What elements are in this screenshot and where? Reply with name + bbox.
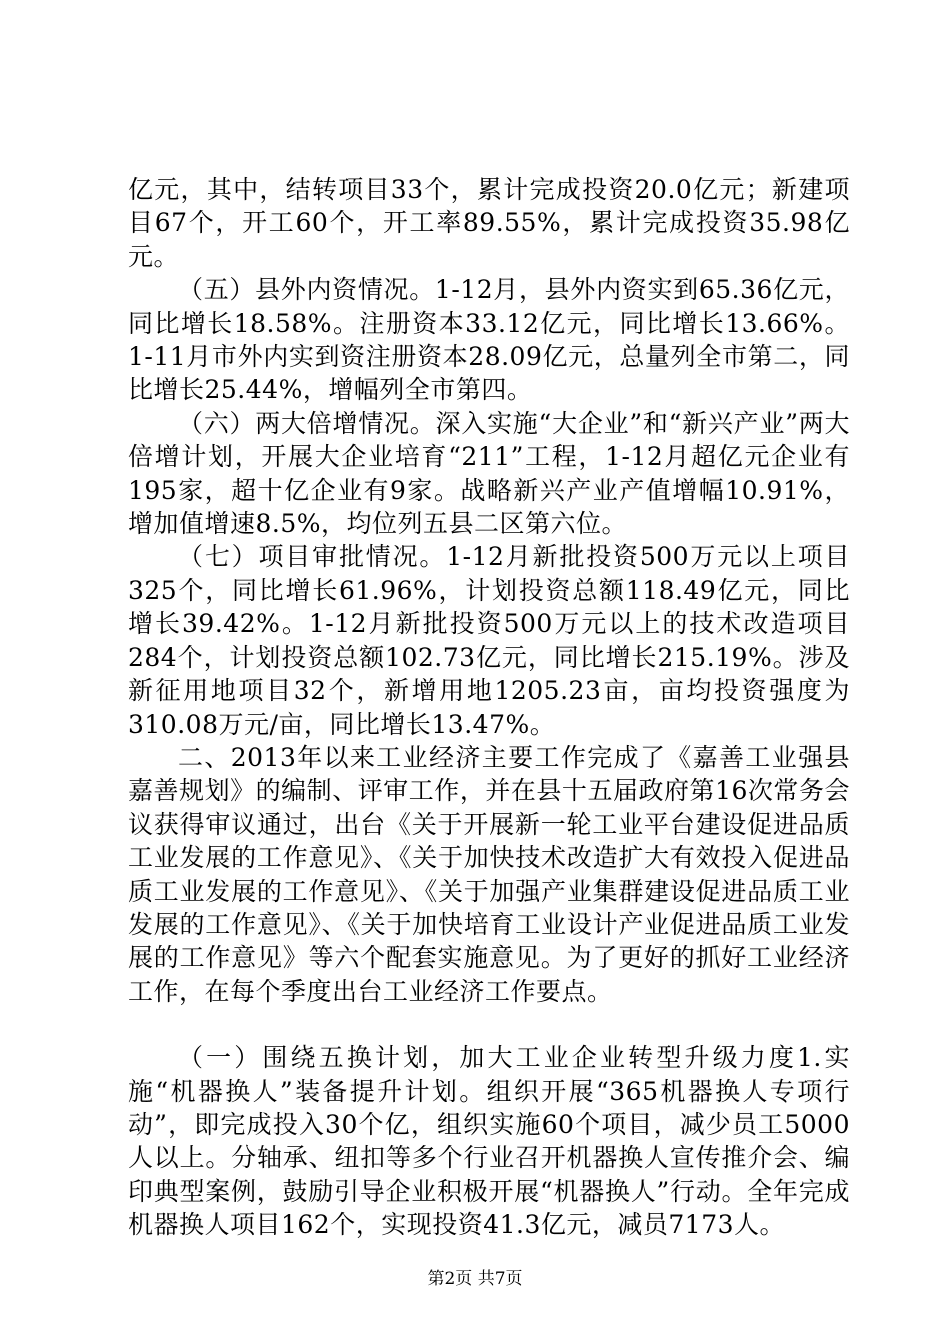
- paragraph-transformation: （一）围绕五换计划，加大工业企业转型升级力度1.实施“机器换人”装备提升计划。组织开展“365机器换人专项行动”，即完成投入30个亿，组织实施60个项目，减少员工5000人以上。分轴承、纽扣等多个行业召开机器换人宣传推介会、编印典型案例，鼓励引导企业积极开展“机器换人”行动。全年完成机器换人项目162个，实现投资41.3亿元，减员7173人。: [128, 1043, 850, 1240]
- paragraph-section-two: 二、2013年以来工业经济主要工作完成了《嘉善工业强县嘉善规划》的编制、评审工作，并在县十五届政府第16次常务会议获得审议通过，出台《关于开展新一轮工业平台建设促进品质工业发展的工作意见》、《关于加快技术改造扩大有效投入促进品质工业发展的工作意见》、《关于加强产业集群建设促进品质工业发展的工作意见》、《关于加快培育工业设计产业促进品质工业发展的工作意见》等六个配套实施意见。为了更好的抓好工业经济工作，在每个季度出台工业经济工作要点。: [128, 742, 850, 1006]
- paragraph-project-approval: （七）项目审批情况。1-12月新批投资500万元以上项目325个，同比增长61.96%，计划投资总额118.49亿元，同比增长39.42%。1-12月新批投资500万元以上的技术改造项目284个，计划投资总额102.73亿元，同比增长215.19%。涉及新征用地项目32个，新增用地1205.23亩，亩均投资强度为310.08万元/亩，同比增长13.47%。: [128, 542, 850, 739]
- paragraph-investment-continued: 亿元，其中，结转项目33个，累计完成投资20.0亿元；新建项目67个，开工60个，开工率89.55%，累计完成投资35.98亿元。: [128, 175, 850, 271]
- page-number: 第2页 共7页: [427, 1269, 523, 1289]
- document-body: [128, 173, 850, 1242]
- page-footer: [0, 1269, 950, 1289]
- paragraph-domestic-capital: （五）县外内资情况。1-12月，县外内资实到65.36亿元，同比增长18.58%。注册资本33.12亿元，同比增长13.66%。1-11月市外内实到资注册资本28.09亿元，总量列全市第二，同比增长25.44%，增幅列全市第四。: [128, 275, 850, 405]
- paragraph-doubling-plan: （六）两大倍增情况。深入实施“大企业”和“新兴产业”两大倍增计划，开展大企业培育“211”工程，1-12月超亿元企业有195家，超十亿企业有9家。战略新兴产业产值增幅10.91%，增加值增速8.5%，均位列五县二区第六位。: [128, 408, 850, 539]
